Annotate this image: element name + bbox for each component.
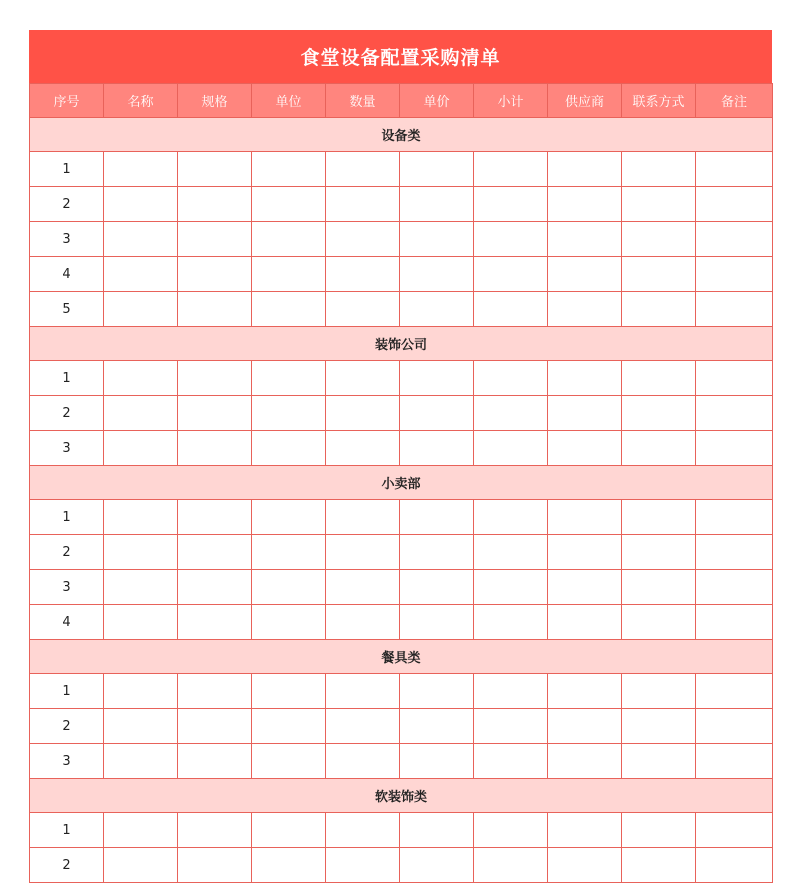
table-row xyxy=(30,570,773,605)
table-cell[interactable] xyxy=(622,361,696,396)
table-cell[interactable] xyxy=(400,257,474,292)
table-cell[interactable] xyxy=(474,361,548,396)
table-row xyxy=(30,292,773,327)
table-cell[interactable] xyxy=(326,744,400,779)
table-cell[interactable] xyxy=(326,813,400,848)
sheet-title: 食堂设备配置采购清单 xyxy=(29,30,772,83)
table-cell[interactable] xyxy=(548,187,622,222)
table-cell[interactable] xyxy=(474,431,548,466)
table-cell[interactable] xyxy=(178,396,252,431)
table-cell[interactable] xyxy=(622,257,696,292)
table-cell[interactable] xyxy=(622,500,696,535)
table-cell[interactable] xyxy=(548,674,622,709)
table-cell[interactable] xyxy=(622,813,696,848)
table-cell[interactable] xyxy=(548,813,622,848)
table-cell[interactable] xyxy=(400,292,474,327)
category-row xyxy=(30,779,773,813)
table-cell[interactable] xyxy=(178,744,252,779)
table-row xyxy=(30,709,773,744)
header-cell: 单位 xyxy=(252,84,326,118)
category-row xyxy=(30,118,773,152)
table-cell[interactable] xyxy=(326,431,400,466)
row-number: 2 xyxy=(30,535,104,570)
table-cell[interactable] xyxy=(104,396,178,431)
table-cell[interactable] xyxy=(548,431,622,466)
table-cell[interactable] xyxy=(252,257,326,292)
row-number: 1 xyxy=(30,813,104,848)
table-cell[interactable] xyxy=(548,257,622,292)
table-cell[interactable] xyxy=(252,848,326,883)
table-cell[interactable] xyxy=(696,361,773,396)
table-cell[interactable] xyxy=(400,605,474,640)
category-label: 装饰公司 xyxy=(30,327,773,361)
table-cell[interactable] xyxy=(104,500,178,535)
table-cell[interactable] xyxy=(104,535,178,570)
table-cell[interactable] xyxy=(474,570,548,605)
table-cell[interactable] xyxy=(326,535,400,570)
table-cell[interactable] xyxy=(326,257,400,292)
table-cell[interactable] xyxy=(178,500,252,535)
table-cell[interactable] xyxy=(178,431,252,466)
table-cell[interactable] xyxy=(252,396,326,431)
table-cell[interactable] xyxy=(400,709,474,744)
table-cell[interactable] xyxy=(326,222,400,257)
row-number: 2 xyxy=(30,396,104,431)
table-cell[interactable] xyxy=(104,744,178,779)
category-row xyxy=(30,327,773,361)
table-cell[interactable] xyxy=(548,292,622,327)
table-cell[interactable] xyxy=(622,292,696,327)
table-cell[interactable] xyxy=(178,605,252,640)
table-cell[interactable] xyxy=(326,674,400,709)
table-cell[interactable] xyxy=(252,152,326,187)
table-cell[interactable] xyxy=(400,431,474,466)
table-row xyxy=(30,187,773,222)
header-cell: 规格 xyxy=(178,84,252,118)
table-cell[interactable] xyxy=(474,674,548,709)
table-cell[interactable] xyxy=(104,187,178,222)
table-cell[interactable] xyxy=(104,152,178,187)
table-cell[interactable] xyxy=(548,535,622,570)
table-cell[interactable] xyxy=(622,674,696,709)
header-cell: 名称 xyxy=(104,84,178,118)
table-cell[interactable] xyxy=(622,187,696,222)
table-cell[interactable] xyxy=(696,709,773,744)
table-row xyxy=(30,431,773,466)
table-cell[interactable] xyxy=(178,674,252,709)
table-row xyxy=(30,222,773,257)
table-cell[interactable] xyxy=(178,152,252,187)
table-row xyxy=(30,535,773,570)
row-number: 4 xyxy=(30,605,104,640)
table-cell[interactable] xyxy=(696,431,773,466)
table-cell[interactable] xyxy=(104,570,178,605)
table-row xyxy=(30,257,773,292)
table-body xyxy=(30,118,773,883)
table-cell[interactable] xyxy=(252,744,326,779)
table-cell[interactable] xyxy=(252,709,326,744)
table-cell[interactable] xyxy=(326,570,400,605)
table-row xyxy=(30,605,773,640)
table-cell[interactable] xyxy=(178,848,252,883)
table-cell[interactable] xyxy=(696,187,773,222)
category-label: 软装饰类 xyxy=(30,779,773,813)
table-cell[interactable] xyxy=(326,396,400,431)
category-row xyxy=(30,640,773,674)
table-cell[interactable] xyxy=(104,813,178,848)
table-cell[interactable] xyxy=(104,709,178,744)
header-row xyxy=(30,84,773,118)
table-cell[interactable] xyxy=(252,292,326,327)
table-cell[interactable] xyxy=(622,222,696,257)
table-cell[interactable] xyxy=(474,187,548,222)
table-row xyxy=(30,848,773,883)
table-cell[interactable] xyxy=(696,292,773,327)
table-cell[interactable] xyxy=(696,222,773,257)
category-label: 餐具类 xyxy=(30,640,773,674)
table-cell[interactable] xyxy=(474,709,548,744)
table-cell[interactable] xyxy=(326,848,400,883)
table-cell[interactable] xyxy=(326,709,400,744)
table-cell[interactable] xyxy=(474,396,548,431)
table-cell[interactable] xyxy=(178,535,252,570)
table-cell[interactable] xyxy=(622,535,696,570)
header-cell: 联系方式 xyxy=(622,84,696,118)
table-cell[interactable] xyxy=(622,570,696,605)
table-cell[interactable] xyxy=(400,744,474,779)
table-cell[interactable] xyxy=(400,361,474,396)
table-cell[interactable] xyxy=(622,431,696,466)
table-row xyxy=(30,500,773,535)
table-cell[interactable] xyxy=(548,709,622,744)
table-cell[interactable] xyxy=(548,396,622,431)
table-row xyxy=(30,152,773,187)
table-cell[interactable] xyxy=(178,361,252,396)
table-cell[interactable] xyxy=(696,674,773,709)
table-cell[interactable] xyxy=(104,222,178,257)
row-number: 3 xyxy=(30,570,104,605)
table-cell[interactable] xyxy=(178,570,252,605)
row-number: 1 xyxy=(30,500,104,535)
table-cell[interactable] xyxy=(252,570,326,605)
table-cell[interactable] xyxy=(326,187,400,222)
table-cell[interactable] xyxy=(400,848,474,883)
row-number: 4 xyxy=(30,257,104,292)
table-cell[interactable] xyxy=(696,570,773,605)
table-cell[interactable] xyxy=(252,431,326,466)
table-cell[interactable] xyxy=(326,292,400,327)
table-cell[interactable] xyxy=(326,361,400,396)
table-cell[interactable] xyxy=(104,431,178,466)
table-cell[interactable] xyxy=(622,152,696,187)
table-cell[interactable] xyxy=(474,500,548,535)
table-cell[interactable] xyxy=(252,605,326,640)
table-cell[interactable] xyxy=(400,152,474,187)
table-cell[interactable] xyxy=(548,222,622,257)
table-cell[interactable] xyxy=(104,257,178,292)
table-cell[interactable] xyxy=(696,535,773,570)
table-cell[interactable] xyxy=(400,674,474,709)
table-cell[interactable] xyxy=(252,500,326,535)
table-cell[interactable] xyxy=(474,744,548,779)
table-cell[interactable] xyxy=(400,813,474,848)
row-number: 3 xyxy=(30,222,104,257)
table-cell[interactable] xyxy=(622,744,696,779)
row-number: 1 xyxy=(30,361,104,396)
header-cell: 数量 xyxy=(326,84,400,118)
table-cell[interactable] xyxy=(178,709,252,744)
table-cell[interactable] xyxy=(178,222,252,257)
table-cell[interactable] xyxy=(474,222,548,257)
table-cell[interactable] xyxy=(696,396,773,431)
table-cell[interactable] xyxy=(252,674,326,709)
table-cell[interactable] xyxy=(326,500,400,535)
table-cell[interactable] xyxy=(178,292,252,327)
table-cell[interactable] xyxy=(696,813,773,848)
row-number: 3 xyxy=(30,431,104,466)
table-cell[interactable] xyxy=(326,605,400,640)
table-cell[interactable] xyxy=(178,813,252,848)
table-cell[interactable] xyxy=(104,292,178,327)
table-cell[interactable] xyxy=(178,257,252,292)
header-cell: 小计 xyxy=(474,84,548,118)
table-cell[interactable] xyxy=(474,848,548,883)
row-number: 3 xyxy=(30,744,104,779)
purchase-table xyxy=(29,83,773,883)
row-number: 2 xyxy=(30,187,104,222)
table-cell[interactable] xyxy=(400,535,474,570)
row-number: 5 xyxy=(30,292,104,327)
row-number: 1 xyxy=(30,152,104,187)
header-cell: 单价 xyxy=(400,84,474,118)
table-row xyxy=(30,674,773,709)
table-cell[interactable] xyxy=(548,744,622,779)
table-row xyxy=(30,813,773,848)
table-cell[interactable] xyxy=(696,605,773,640)
table-cell[interactable] xyxy=(252,361,326,396)
table-cell[interactable] xyxy=(548,848,622,883)
table-cell[interactable] xyxy=(622,848,696,883)
table-cell[interactable] xyxy=(400,187,474,222)
row-number: 2 xyxy=(30,709,104,744)
table-cell[interactable] xyxy=(252,187,326,222)
category-row xyxy=(30,466,773,500)
table-cell[interactable] xyxy=(400,570,474,605)
table-cell[interactable] xyxy=(178,187,252,222)
table-cell[interactable] xyxy=(104,605,178,640)
table-cell[interactable] xyxy=(252,222,326,257)
table-cell[interactable] xyxy=(696,152,773,187)
table-row xyxy=(30,396,773,431)
table-cell[interactable] xyxy=(696,848,773,883)
table-cell[interactable] xyxy=(474,152,548,187)
table-cell[interactable] xyxy=(474,535,548,570)
purchase-list-sheet xyxy=(29,30,772,883)
table-cell[interactable] xyxy=(548,500,622,535)
header-cell: 序号 xyxy=(30,84,104,118)
table-cell[interactable] xyxy=(252,535,326,570)
table-cell[interactable] xyxy=(326,152,400,187)
row-number: 2 xyxy=(30,848,104,883)
header-cell: 供应商 xyxy=(548,84,622,118)
table-cell[interactable] xyxy=(104,674,178,709)
table-cell[interactable] xyxy=(548,605,622,640)
table-cell[interactable] xyxy=(474,813,548,848)
table-cell[interactable] xyxy=(104,848,178,883)
table-cell[interactable] xyxy=(474,257,548,292)
table-cell[interactable] xyxy=(696,500,773,535)
table-cell[interactable] xyxy=(400,396,474,431)
table-cell[interactable] xyxy=(696,257,773,292)
row-number: 1 xyxy=(30,674,104,709)
table-cell[interactable] xyxy=(252,813,326,848)
table-cell[interactable] xyxy=(622,396,696,431)
table-cell[interactable] xyxy=(400,222,474,257)
table-cell[interactable] xyxy=(696,744,773,779)
table-cell[interactable] xyxy=(474,292,548,327)
table-row xyxy=(30,744,773,779)
header-cell: 备注 xyxy=(696,84,773,118)
category-label: 小卖部 xyxy=(30,466,773,500)
table-row xyxy=(30,361,773,396)
table-cell[interactable] xyxy=(622,709,696,744)
table-cell[interactable] xyxy=(548,361,622,396)
table-cell[interactable] xyxy=(548,570,622,605)
table-cell[interactable] xyxy=(474,605,548,640)
table-cell[interactable] xyxy=(622,605,696,640)
category-label: 设备类 xyxy=(30,118,773,152)
table-cell[interactable] xyxy=(548,152,622,187)
table-cell[interactable] xyxy=(400,500,474,535)
table-cell[interactable] xyxy=(104,361,178,396)
